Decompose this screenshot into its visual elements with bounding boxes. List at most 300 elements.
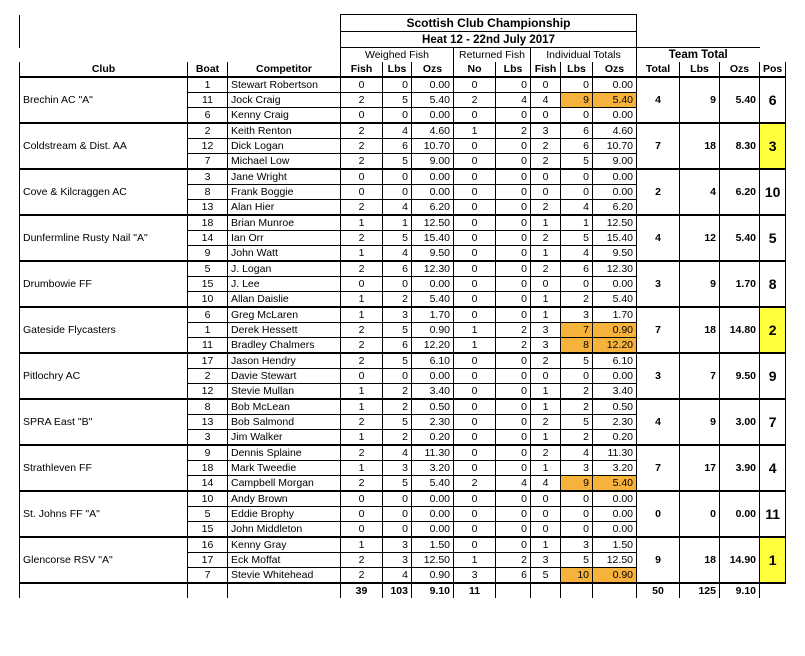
returned-lbs: 0 bbox=[496, 215, 531, 231]
blank-cell bbox=[561, 583, 593, 598]
individual-ozs: 0.90 bbox=[593, 323, 637, 338]
individual-fish: 2 bbox=[531, 353, 561, 369]
individual-lbs: 6 bbox=[561, 261, 593, 277]
weighed-ozs: 0.00 bbox=[412, 77, 454, 93]
competitor-name: Eddie Brophy bbox=[228, 507, 341, 522]
competitor-name: Ian Orr bbox=[228, 231, 341, 246]
weighed-fish: 0 bbox=[341, 491, 383, 507]
individual-ozs: 6.20 bbox=[593, 200, 637, 216]
individual-fish: 1 bbox=[531, 537, 561, 553]
individual-lbs: 0 bbox=[561, 522, 593, 538]
club-name: Gateside Flycasters bbox=[20, 307, 188, 353]
individual-lbs: 0 bbox=[561, 507, 593, 522]
weighed-fish: 0 bbox=[341, 369, 383, 384]
individual-fish: 2 bbox=[531, 139, 561, 154]
weighed-fish: 1 bbox=[341, 461, 383, 476]
boat-number: 9 bbox=[188, 246, 228, 262]
boat-number: 17 bbox=[188, 353, 228, 369]
competitor-name: John Middleton bbox=[228, 522, 341, 538]
individual-ozs: 0.20 bbox=[593, 430, 637, 446]
weighed-fish: 0 bbox=[341, 522, 383, 538]
returned-no: 1 bbox=[454, 338, 496, 354]
weighed-fish: 1 bbox=[341, 307, 383, 323]
individual-fish: 0 bbox=[531, 522, 561, 538]
returned-lbs: 6 bbox=[496, 568, 531, 584]
team-total-ozs: 3.90 bbox=[720, 445, 760, 491]
individual-fish: 0 bbox=[531, 277, 561, 292]
returned-lbs: 0 bbox=[496, 491, 531, 507]
team-total-fish: 0 bbox=[637, 491, 680, 537]
competitor-name: Greg McLaren bbox=[228, 307, 341, 323]
team-total-fish: 2 bbox=[637, 169, 680, 215]
weighed-lbs: 5 bbox=[383, 231, 412, 246]
individual-ozs: 1.70 bbox=[593, 307, 637, 323]
weighed-ozs: 9.50 bbox=[412, 246, 454, 262]
boat-number: 18 bbox=[188, 215, 228, 231]
team-total-fish: 9 bbox=[637, 537, 680, 583]
weighed-lbs: 4 bbox=[383, 246, 412, 262]
returned-no: 0 bbox=[454, 139, 496, 154]
weighed-ozs: 15.40 bbox=[412, 231, 454, 246]
group-individual-totals: Individual Totals bbox=[531, 48, 637, 63]
weighed-fish: 1 bbox=[341, 430, 383, 446]
competitor-name: Dick Logan bbox=[228, 139, 341, 154]
individual-lbs: 3 bbox=[561, 537, 593, 553]
returned-no: 0 bbox=[454, 200, 496, 216]
club-name: Dunfermline Rusty Nail "A" bbox=[20, 215, 188, 261]
returned-lbs: 0 bbox=[496, 461, 531, 476]
weighed-ozs: 12.30 bbox=[412, 261, 454, 277]
returned-lbs: 0 bbox=[496, 139, 531, 154]
individual-lbs: 5 bbox=[561, 415, 593, 430]
weighed-ozs: 5.40 bbox=[412, 93, 454, 108]
individual-fish: 2 bbox=[531, 200, 561, 216]
position-badge: 8 bbox=[760, 261, 786, 307]
competitor-name: Stevie Whitehead bbox=[228, 568, 341, 584]
group-weighed-fish: Weighed Fish bbox=[341, 48, 454, 63]
weighed-ozs: 12.20 bbox=[412, 338, 454, 354]
individual-lbs: 5 bbox=[561, 231, 593, 246]
individual-fish: 0 bbox=[531, 169, 561, 185]
weighed-ozs: 10.70 bbox=[412, 139, 454, 154]
position-badge: 3 bbox=[760, 123, 786, 169]
club-name: SPRA East "B" bbox=[20, 399, 188, 445]
competitor-name: Alan Hier bbox=[228, 200, 341, 216]
returned-lbs: 4 bbox=[496, 476, 531, 492]
boat-number: 5 bbox=[188, 261, 228, 277]
team-total-ozs: 14.80 bbox=[720, 307, 760, 353]
team-total-fish: 3 bbox=[637, 353, 680, 399]
individual-fish: 1 bbox=[531, 384, 561, 400]
team-total-ozs: 5.40 bbox=[720, 215, 760, 261]
individual-lbs: 4 bbox=[561, 246, 593, 262]
weighed-lbs: 1 bbox=[383, 215, 412, 231]
weighed-ozs: 9.00 bbox=[412, 154, 454, 170]
weighed-ozs: 11.30 bbox=[412, 445, 454, 461]
club-name: Coldstream & Dist. AA bbox=[20, 123, 188, 169]
club-name: Strathleven FF bbox=[20, 445, 188, 491]
weighed-ozs: 1.50 bbox=[412, 537, 454, 553]
individual-lbs: 7 bbox=[561, 323, 593, 338]
returned-lbs: 0 bbox=[496, 231, 531, 246]
individual-fish: 3 bbox=[531, 553, 561, 568]
returned-lbs: 0 bbox=[496, 169, 531, 185]
individual-lbs: 2 bbox=[561, 399, 593, 415]
competitor-name: Frank Boggie bbox=[228, 185, 341, 200]
weighed-ozs: 6.10 bbox=[412, 353, 454, 369]
boat-number: 17 bbox=[188, 553, 228, 568]
weighed-lbs: 5 bbox=[383, 353, 412, 369]
boat-number: 13 bbox=[188, 415, 228, 430]
competitor-name: Andy Brown bbox=[228, 491, 341, 507]
club-name: Glencorse RSV "A" bbox=[20, 537, 188, 583]
col-returned-lbs: Lbs bbox=[496, 62, 531, 77]
table-row bbox=[20, 77, 786, 93]
returned-no: 0 bbox=[454, 491, 496, 507]
weighed-lbs: 2 bbox=[383, 384, 412, 400]
weighed-fish: 2 bbox=[341, 261, 383, 277]
individual-ozs: 0.00 bbox=[593, 108, 637, 124]
team-total-ozs: 1.70 bbox=[720, 261, 760, 307]
weighed-fish: 1 bbox=[341, 246, 383, 262]
weighed-lbs: 5 bbox=[383, 476, 412, 492]
individual-lbs: 5 bbox=[561, 353, 593, 369]
weighed-lbs: 3 bbox=[383, 461, 412, 476]
returned-lbs: 0 bbox=[496, 200, 531, 216]
weighed-lbs: 0 bbox=[383, 369, 412, 384]
individual-lbs: 0 bbox=[561, 369, 593, 384]
position-badge: 6 bbox=[760, 77, 786, 123]
total-fish: 39 bbox=[341, 583, 383, 598]
individual-ozs: 0.00 bbox=[593, 491, 637, 507]
returned-no: 0 bbox=[454, 231, 496, 246]
boat-number: 7 bbox=[188, 154, 228, 170]
blank-cell bbox=[228, 583, 341, 598]
weighed-ozs: 6.20 bbox=[412, 200, 454, 216]
returned-no: 1 bbox=[454, 123, 496, 139]
club-name: Brechin AC "A" bbox=[20, 77, 188, 123]
individual-fish: 0 bbox=[531, 369, 561, 384]
competitor-name: Eck Moffat bbox=[228, 553, 341, 568]
returned-lbs: 0 bbox=[496, 307, 531, 323]
heat-subtitle: Heat 12 - 22nd July 2017 bbox=[341, 32, 637, 48]
weighed-ozs: 0.00 bbox=[412, 108, 454, 124]
boat-number: 9 bbox=[188, 445, 228, 461]
weighed-lbs: 3 bbox=[383, 553, 412, 568]
team-total-lbs: 18 bbox=[680, 307, 720, 353]
weighed-fish: 2 bbox=[341, 139, 383, 154]
weighed-fish: 2 bbox=[341, 568, 383, 584]
returned-lbs: 0 bbox=[496, 77, 531, 93]
weighed-fish: 2 bbox=[341, 123, 383, 139]
boat-number: 7 bbox=[188, 568, 228, 584]
weighed-lbs: 0 bbox=[383, 491, 412, 507]
returned-no: 0 bbox=[454, 185, 496, 200]
weighed-fish: 2 bbox=[341, 445, 383, 461]
returned-lbs: 0 bbox=[496, 399, 531, 415]
individual-ozs: 12.50 bbox=[593, 215, 637, 231]
boat-number: 6 bbox=[188, 307, 228, 323]
total-team-ozs: 9.10 bbox=[720, 583, 760, 598]
returned-lbs: 4 bbox=[496, 93, 531, 108]
boat-number: 1 bbox=[188, 323, 228, 338]
weighed-lbs: 6 bbox=[383, 338, 412, 354]
returned-lbs: 0 bbox=[496, 277, 531, 292]
weighed-lbs: 3 bbox=[383, 537, 412, 553]
weighed-ozs: 0.00 bbox=[412, 507, 454, 522]
individual-fish: 3 bbox=[531, 338, 561, 354]
weighed-ozs: 0.00 bbox=[412, 522, 454, 538]
competitor-name: Stewart Robertson bbox=[228, 77, 341, 93]
returned-lbs: 0 bbox=[496, 384, 531, 400]
returned-no: 0 bbox=[454, 261, 496, 277]
weighed-ozs: 3.40 bbox=[412, 384, 454, 400]
individual-fish: 1 bbox=[531, 292, 561, 308]
boat-number: 8 bbox=[188, 185, 228, 200]
col-individual-lbs: Lbs bbox=[561, 62, 593, 77]
col-competitor: Competitor bbox=[228, 62, 341, 77]
individual-ozs: 0.00 bbox=[593, 185, 637, 200]
individual-fish: 0 bbox=[531, 491, 561, 507]
individual-lbs: 0 bbox=[561, 77, 593, 93]
returned-lbs: 2 bbox=[496, 338, 531, 354]
boat-number: 15 bbox=[188, 277, 228, 292]
individual-fish: 4 bbox=[531, 93, 561, 108]
individual-fish: 0 bbox=[531, 185, 561, 200]
col-individual-ozs: Ozs bbox=[593, 62, 637, 77]
col-team-total: Total bbox=[637, 62, 680, 77]
returned-no: 0 bbox=[454, 369, 496, 384]
returned-no: 0 bbox=[454, 154, 496, 170]
returned-no: 2 bbox=[454, 93, 496, 108]
individual-fish: 2 bbox=[531, 231, 561, 246]
team-total-lbs: 4 bbox=[680, 169, 720, 215]
weighed-lbs: 3 bbox=[383, 307, 412, 323]
weighed-lbs: 0 bbox=[383, 169, 412, 185]
individual-lbs: 10 bbox=[561, 568, 593, 584]
position-badge: 1 bbox=[760, 537, 786, 583]
individual-fish: 1 bbox=[531, 307, 561, 323]
team-total-lbs: 18 bbox=[680, 123, 720, 169]
total-team-lbs: 125 bbox=[680, 583, 720, 598]
individual-lbs: 0 bbox=[561, 185, 593, 200]
returned-lbs: 0 bbox=[496, 261, 531, 277]
returned-lbs: 0 bbox=[496, 522, 531, 538]
team-total-lbs: 9 bbox=[680, 399, 720, 445]
competitor-name: Bradley Chalmers bbox=[228, 338, 341, 354]
individual-fish: 4 bbox=[531, 476, 561, 492]
weighed-lbs: 0 bbox=[383, 185, 412, 200]
group-returned-fish: Returned Fish bbox=[454, 48, 531, 63]
boat-number: 15 bbox=[188, 522, 228, 538]
individual-lbs: 3 bbox=[561, 461, 593, 476]
boat-number: 5 bbox=[188, 507, 228, 522]
col-team-lbs: Lbs bbox=[680, 62, 720, 77]
individual-fish: 5 bbox=[531, 568, 561, 584]
returned-no: 0 bbox=[454, 507, 496, 522]
weighed-ozs: 2.30 bbox=[412, 415, 454, 430]
returned-lbs: 0 bbox=[496, 507, 531, 522]
boat-number: 12 bbox=[188, 384, 228, 400]
competitor-name: Keith Renton bbox=[228, 123, 341, 139]
competitor-name: John Watt bbox=[228, 246, 341, 262]
team-total-ozs: 0.00 bbox=[720, 491, 760, 537]
weighed-ozs: 5.40 bbox=[412, 476, 454, 492]
competitor-name: Jane Wright bbox=[228, 169, 341, 185]
weighed-lbs: 2 bbox=[383, 399, 412, 415]
competitor-name: Mark Tweedie bbox=[228, 461, 341, 476]
table-row bbox=[20, 215, 786, 231]
boat-number: 18 bbox=[188, 461, 228, 476]
individual-lbs: 9 bbox=[561, 476, 593, 492]
individual-fish: 2 bbox=[531, 261, 561, 277]
returned-no: 0 bbox=[454, 215, 496, 231]
weighed-ozs: 0.00 bbox=[412, 277, 454, 292]
blank-cell bbox=[593, 583, 637, 598]
returned-lbs: 2 bbox=[496, 323, 531, 338]
individual-fish: 2 bbox=[531, 415, 561, 430]
col-pos: Pos bbox=[760, 62, 786, 77]
individual-ozs: 0.00 bbox=[593, 277, 637, 292]
grand-total-row bbox=[20, 583, 786, 598]
position-badge: 5 bbox=[760, 215, 786, 261]
individual-ozs: 5.40 bbox=[593, 93, 637, 108]
team-total-fish: 7 bbox=[637, 307, 680, 353]
position-badge: 2 bbox=[760, 307, 786, 353]
weighed-lbs: 2 bbox=[383, 430, 412, 446]
weighed-ozs: 1.70 bbox=[412, 307, 454, 323]
boat-number: 11 bbox=[188, 338, 228, 354]
weighed-fish: 2 bbox=[341, 323, 383, 338]
weighed-lbs: 4 bbox=[383, 200, 412, 216]
col-team-ozs: Ozs bbox=[720, 62, 760, 77]
boat-number: 14 bbox=[188, 231, 228, 246]
individual-ozs: 1.50 bbox=[593, 537, 637, 553]
table-row bbox=[20, 169, 786, 185]
table-row bbox=[20, 399, 786, 415]
col-individual-fish: Fish bbox=[531, 62, 561, 77]
returned-no: 3 bbox=[454, 568, 496, 584]
weighed-lbs: 0 bbox=[383, 77, 412, 93]
table-row bbox=[20, 261, 786, 277]
returned-lbs: 0 bbox=[496, 369, 531, 384]
weighed-lbs: 2 bbox=[383, 292, 412, 308]
individual-fish: 0 bbox=[531, 507, 561, 522]
returned-no: 0 bbox=[454, 353, 496, 369]
weighed-lbs: 6 bbox=[383, 261, 412, 277]
returned-no: 0 bbox=[454, 307, 496, 323]
weighed-lbs: 4 bbox=[383, 445, 412, 461]
team-total-fish: 4 bbox=[637, 399, 680, 445]
individual-ozs: 6.10 bbox=[593, 353, 637, 369]
boat-number: 16 bbox=[188, 537, 228, 553]
individual-lbs: 6 bbox=[561, 139, 593, 154]
competitor-name: Brian Munroe bbox=[228, 215, 341, 231]
individual-lbs: 0 bbox=[561, 108, 593, 124]
table-row bbox=[20, 123, 786, 139]
position-badge: 10 bbox=[760, 169, 786, 215]
weighed-fish: 0 bbox=[341, 108, 383, 124]
competitor-name: Dennis Splaine bbox=[228, 445, 341, 461]
returned-no: 0 bbox=[454, 246, 496, 262]
returned-no: 0 bbox=[454, 461, 496, 476]
team-total-fish: 4 bbox=[637, 215, 680, 261]
col-no: No bbox=[454, 62, 496, 77]
individual-lbs: 8 bbox=[561, 338, 593, 354]
club-name: Cove & Kilcraggen AC bbox=[20, 169, 188, 215]
boat-number: 6 bbox=[188, 108, 228, 124]
col-boat: Boat bbox=[188, 62, 228, 77]
table-row bbox=[20, 307, 786, 323]
team-total-lbs: 12 bbox=[680, 215, 720, 261]
weighed-ozs: 12.50 bbox=[412, 553, 454, 568]
returned-no: 0 bbox=[454, 537, 496, 553]
weighed-fish: 0 bbox=[341, 77, 383, 93]
individual-fish: 1 bbox=[531, 399, 561, 415]
individual-lbs: 9 bbox=[561, 93, 593, 108]
weighed-lbs: 5 bbox=[383, 323, 412, 338]
position-badge: 4 bbox=[760, 445, 786, 491]
individual-lbs: 0 bbox=[561, 491, 593, 507]
weighed-fish: 0 bbox=[341, 169, 383, 185]
weighed-ozs: 0.00 bbox=[412, 491, 454, 507]
team-total-fish: 3 bbox=[637, 261, 680, 307]
individual-ozs: 5.40 bbox=[593, 476, 637, 492]
individual-ozs: 9.00 bbox=[593, 154, 637, 170]
individual-ozs: 3.40 bbox=[593, 384, 637, 400]
returned-no: 1 bbox=[454, 553, 496, 568]
individual-ozs: 11.30 bbox=[593, 445, 637, 461]
team-total-lbs: 17 bbox=[680, 445, 720, 491]
boat-number: 10 bbox=[188, 292, 228, 308]
individual-lbs: 4 bbox=[561, 445, 593, 461]
returned-no: 0 bbox=[454, 430, 496, 446]
competitor-name: Campbell Morgan bbox=[228, 476, 341, 492]
blank-cell bbox=[760, 583, 786, 598]
individual-ozs: 0.50 bbox=[593, 399, 637, 415]
weighed-ozs: 0.90 bbox=[412, 323, 454, 338]
col-fish: Fish bbox=[341, 62, 383, 77]
weighed-fish: 1 bbox=[341, 292, 383, 308]
individual-fish: 3 bbox=[531, 123, 561, 139]
individual-ozs: 9.50 bbox=[593, 246, 637, 262]
position-badge: 7 bbox=[760, 399, 786, 445]
individual-ozs: 0.00 bbox=[593, 507, 637, 522]
competitor-name: Stevie Mullan bbox=[228, 384, 341, 400]
weighed-fish: 0 bbox=[341, 277, 383, 292]
boat-number: 8 bbox=[188, 399, 228, 415]
individual-ozs: 4.60 bbox=[593, 123, 637, 139]
weighed-lbs: 0 bbox=[383, 108, 412, 124]
weighed-fish: 1 bbox=[341, 537, 383, 553]
individual-lbs: 2 bbox=[561, 384, 593, 400]
returned-lbs: 0 bbox=[496, 246, 531, 262]
weighed-lbs: 5 bbox=[383, 154, 412, 170]
individual-fish: 0 bbox=[531, 77, 561, 93]
competitor-name: Jason Hendry bbox=[228, 353, 341, 369]
team-total-fish: 4 bbox=[637, 77, 680, 123]
individual-ozs: 0.00 bbox=[593, 77, 637, 93]
weighed-fish: 2 bbox=[341, 553, 383, 568]
club-name: Pitlochry AC bbox=[20, 353, 188, 399]
blank-cell bbox=[188, 583, 228, 598]
competitor-name: Derek Hessett bbox=[228, 323, 341, 338]
individual-lbs: 1 bbox=[561, 215, 593, 231]
team-total-lbs: 9 bbox=[680, 261, 720, 307]
returned-no: 0 bbox=[454, 169, 496, 185]
returned-lbs: 0 bbox=[496, 430, 531, 446]
individual-ozs: 10.70 bbox=[593, 139, 637, 154]
